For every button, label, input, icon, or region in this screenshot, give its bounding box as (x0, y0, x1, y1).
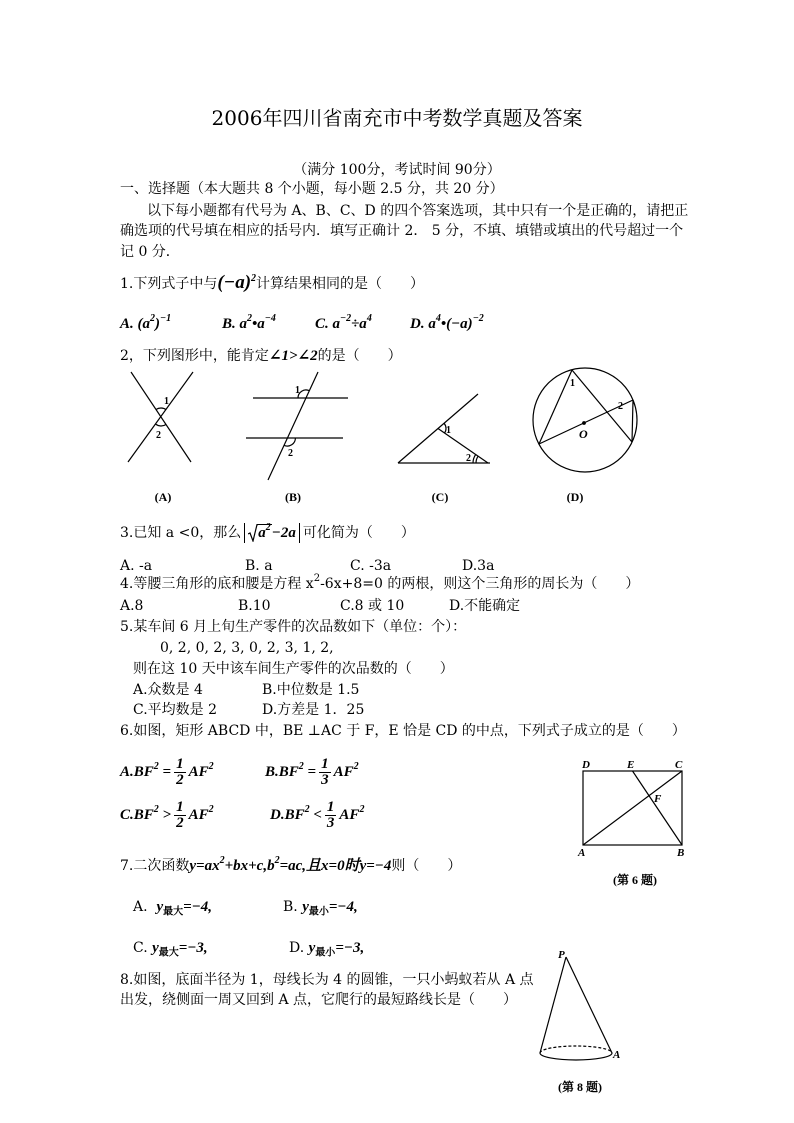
math-term: =−3, (178, 940, 208, 956)
question-4 (120, 575, 639, 593)
angle-2-label: 2 (618, 401, 623, 412)
q6-option-c (120, 799, 214, 831)
option-label: B. (222, 316, 236, 332)
q6-figure (577, 759, 684, 887)
relation: = (162, 764, 172, 780)
option-label: D. (410, 316, 425, 332)
angle-2-label: 2 (288, 448, 293, 459)
denominator: 3 (321, 772, 329, 789)
math-term: AF (188, 764, 209, 780)
exponent: 2 (150, 313, 156, 324)
math-expression: ∠1>∠2 (268, 348, 318, 364)
angle-2-label: 2 (156, 430, 161, 441)
math-term: BF (284, 807, 305, 823)
vertex-label-d: D (582, 759, 590, 771)
q1-option-a (120, 313, 171, 335)
angle-1-arc (444, 423, 446, 433)
exponent: 2 (208, 804, 214, 815)
relation: > (162, 807, 172, 823)
q7-option-d (289, 939, 364, 957)
question-text: 1.下列式子中与 (120, 276, 218, 292)
transversal-line (268, 372, 318, 480)
line (128, 372, 193, 462)
math-term: BF (133, 764, 154, 780)
q6-option-b (265, 756, 359, 788)
math-term: y=ax (189, 858, 220, 874)
math-term: AF (333, 764, 354, 780)
q1-option-c (315, 313, 372, 335)
q5-data: 0, 2, 0, 2, 3, 0, 2, 3, 1, 2, (160, 640, 334, 656)
figure-caption: (A) (154, 490, 172, 504)
math-term: •a (252, 316, 265, 332)
instructions-line: 以下每小题都有代号为 A、B、C、D 的四个答案选项，其中只有一个是正确的，请把正 (147, 203, 689, 219)
exponent: 4 (435, 313, 441, 324)
absolute-value (244, 523, 300, 543)
question-text: 的是（ ） (317, 348, 402, 364)
exponent: 2 (265, 522, 271, 533)
point-label-e: E (627, 759, 635, 771)
q2-figure-c (398, 394, 490, 504)
denominator: 3 (326, 815, 335, 832)
math-term: y (308, 940, 316, 956)
relation: < (313, 807, 322, 823)
option-label: D. (270, 807, 285, 823)
cone-base-back (540, 1046, 612, 1053)
apex-label: P (558, 949, 565, 961)
radicand (257, 524, 272, 541)
math-term: ) (155, 316, 161, 332)
exponent: −2 (472, 313, 484, 324)
question-text: 7.二次函数 (120, 858, 190, 874)
center-point (583, 422, 586, 425)
exam-info: （满分 100分，考试时间 90分） (293, 162, 501, 178)
question-text: 4.等腰三角形的底和腰是方程 x (120, 576, 314, 592)
exponent: −4 (264, 313, 276, 324)
segment-be (633, 771, 683, 845)
q7-option-b (283, 898, 358, 916)
section-heading: 一、选择题（本大题共 8 个小题，每小题 2.5 分，共 20 分） (120, 181, 504, 197)
exponent: 2 (298, 761, 304, 772)
option-label: A. (120, 316, 134, 332)
angle-1-arc (298, 390, 309, 398)
subscript: 最小 (315, 947, 336, 959)
figure-caption: (第 8 题) (558, 1080, 602, 1094)
q1-option-d (410, 313, 484, 335)
math-term: a (428, 316, 436, 332)
vertex-label-b: B (677, 847, 685, 859)
math-term: a (239, 316, 248, 332)
q5-option-c: C.平均数是 2 (133, 702, 218, 718)
angle-1-label: 1 (295, 385, 300, 396)
math-term: y (152, 940, 159, 956)
q8-figure (540, 949, 620, 1094)
point-label-f: F (654, 793, 662, 805)
angle-2-arc (476, 456, 478, 463)
math-term: a (332, 316, 341, 332)
math-term: AF (339, 807, 360, 823)
q2-figure-b (246, 372, 348, 504)
option-label: B. (265, 764, 279, 780)
q4-option-d: D.不能确定 (449, 598, 521, 614)
figure-caption: (第 6 题) (613, 873, 657, 887)
chord (539, 370, 572, 444)
question-text: 计算结果相同的是（ ） (256, 276, 425, 292)
question-text: -6x+8=0 的两根，则这个三角形的周长为（ ） (320, 576, 640, 592)
math-term: (a (137, 316, 151, 332)
q3-option-b: B. a (245, 558, 273, 574)
q7-option-a (133, 898, 212, 916)
numerator: 1 (176, 756, 184, 773)
exponent: 2 (251, 273, 257, 284)
page-title: 2006年四川省南充市中考数学真题及答案 (211, 106, 583, 130)
fraction (174, 757, 186, 788)
angle-2-arc (156, 424, 166, 426)
math-term: +bx+c,b (224, 858, 275, 874)
question-text: 3.已知 a <0，那么 (120, 525, 242, 541)
q5-option-b: B.中位数是 1.5 (262, 682, 360, 698)
question-1 (120, 272, 424, 295)
question-8-line: 8.如图，底面半径为 1，母线长为 4 的圆锥，一只小蚂蚁若从 A 点 (120, 972, 534, 988)
center-label: O (579, 427, 588, 441)
question-8-line: 出发，绕侧面一周又回到 A 点，它爬行的最短路线长是（ ） (120, 992, 518, 1008)
q4-option-b: B.10 (238, 598, 271, 614)
exponent: 2 (153, 761, 159, 772)
chord (572, 370, 632, 442)
option-label: A. (133, 899, 148, 915)
math-term: =−3, (335, 940, 365, 956)
rectangle (583, 771, 682, 845)
subscript: 最大 (158, 947, 179, 959)
math-term: =ac,且x=0时y=−4 (279, 858, 392, 874)
exponent: 2 (247, 313, 253, 324)
exponent: 4 (366, 313, 372, 324)
option-label: A. (120, 764, 134, 780)
fraction (319, 757, 331, 788)
math-term: ÷a (351, 316, 367, 332)
cone-base-front (540, 1053, 612, 1060)
figure-caption: (B) (285, 490, 301, 504)
vertex-label-c: C (675, 759, 683, 771)
denominator: 2 (176, 772, 184, 789)
q3-option-a: A. -a (120, 558, 153, 574)
exponent: 2 (359, 804, 365, 815)
line (131, 372, 191, 462)
diagonal-ac (583, 771, 682, 845)
q3-option-d: D.3a (462, 558, 495, 574)
exponent: 2 (274, 855, 280, 866)
q5-question: 则在这 10 天中该车间生产零件的次品数的（ ） (133, 661, 454, 677)
relation: = (307, 764, 317, 780)
line (438, 429, 488, 464)
fraction (174, 800, 186, 831)
q6-option-a (120, 756, 214, 788)
option-label: D. (289, 940, 305, 956)
q4-option-c: C.8 或 10 (340, 598, 405, 614)
math-term: −2a (271, 525, 296, 541)
math-term: a (258, 525, 266, 541)
math-term: =−4, (328, 899, 358, 915)
numerator: 1 (321, 756, 329, 773)
point-label: A (613, 1049, 621, 1061)
angle-1-arc (156, 408, 166, 410)
fraction (325, 800, 337, 831)
instructions-line: 记 0 分． (120, 244, 180, 260)
question-6: 6.如图，矩形 ABCD 中，BE ⊥AC 于 F，E 恰是 CD 的中点，下列式子成立的是（ ） (120, 723, 686, 739)
question-text: 则（ ） (391, 858, 462, 874)
math-term: AF (188, 807, 209, 823)
chord (632, 400, 633, 442)
option-label: B. (283, 899, 298, 915)
cone-generatrix (566, 957, 612, 1053)
exponent: −1 (160, 313, 172, 324)
math-term: y (302, 899, 309, 915)
q5-option-d: D.方差是 1．25 (262, 702, 365, 718)
option-label: C. (133, 940, 148, 956)
math-term: y (156, 899, 164, 915)
numerator: 1 (326, 799, 335, 816)
question-3 (120, 522, 415, 544)
angle-1-label: 1 (570, 378, 575, 389)
q3-option-c: C. -3a (350, 558, 392, 574)
instructions-line: 确选项的代号填在相应的括号内．填写正确计 2． 5 分，不填、填错或填出的代号超过一个 (120, 223, 684, 239)
chord (539, 400, 633, 444)
question-7 (120, 857, 461, 875)
option-label: C. (120, 807, 134, 823)
q7-option-c (133, 939, 208, 957)
exponent: 2 (304, 804, 310, 815)
q2-figure-a (128, 372, 193, 504)
q5-option-a: A.众数是 4 (133, 682, 203, 698)
question-text: 可化简为（ ） (302, 525, 415, 541)
denominator: 2 (176, 815, 184, 832)
question-5: 5.某车间 6 月上旬生产零件的次品数如下（单位：个）： (120, 619, 467, 635)
figure-caption: (D) (566, 490, 584, 504)
line (398, 394, 478, 463)
angle-1-label: 1 (446, 425, 451, 436)
exponent: −2 (340, 313, 352, 324)
math-term: BF (133, 807, 154, 823)
numerator: 1 (176, 799, 184, 816)
math-expression: (−a) (217, 272, 252, 293)
exponent: 2 (219, 855, 225, 866)
exponent: 2 (153, 804, 159, 815)
figure-caption: (C) (431, 490, 449, 504)
q6-option-d (270, 799, 364, 831)
angle-2-arc (473, 455, 476, 464)
angle-2-label: 2 (466, 453, 471, 464)
option-label: C. (315, 316, 329, 332)
q4-option-a: A.8 (120, 598, 144, 614)
question-text: 2，下列图形中，能肯定 (120, 348, 269, 364)
subscript: 最大 (163, 906, 184, 918)
question-2 (120, 347, 402, 365)
subscript: 最小 (308, 906, 329, 918)
math-term: =−4, (183, 899, 213, 915)
exponent: 2 (353, 761, 359, 772)
math-term: •(−a) (440, 316, 473, 332)
q1-option-b (222, 313, 276, 335)
math-term: BF (278, 764, 299, 780)
angle-2-arc (284, 438, 295, 446)
circle (533, 368, 637, 472)
q2-figure-d (533, 368, 637, 504)
cone-generatrix (540, 957, 566, 1053)
exponent: 2 (313, 573, 321, 584)
exponent: 2 (208, 761, 214, 772)
vertex-label-a: A (578, 847, 586, 859)
angle-1-label: 1 (164, 396, 169, 407)
